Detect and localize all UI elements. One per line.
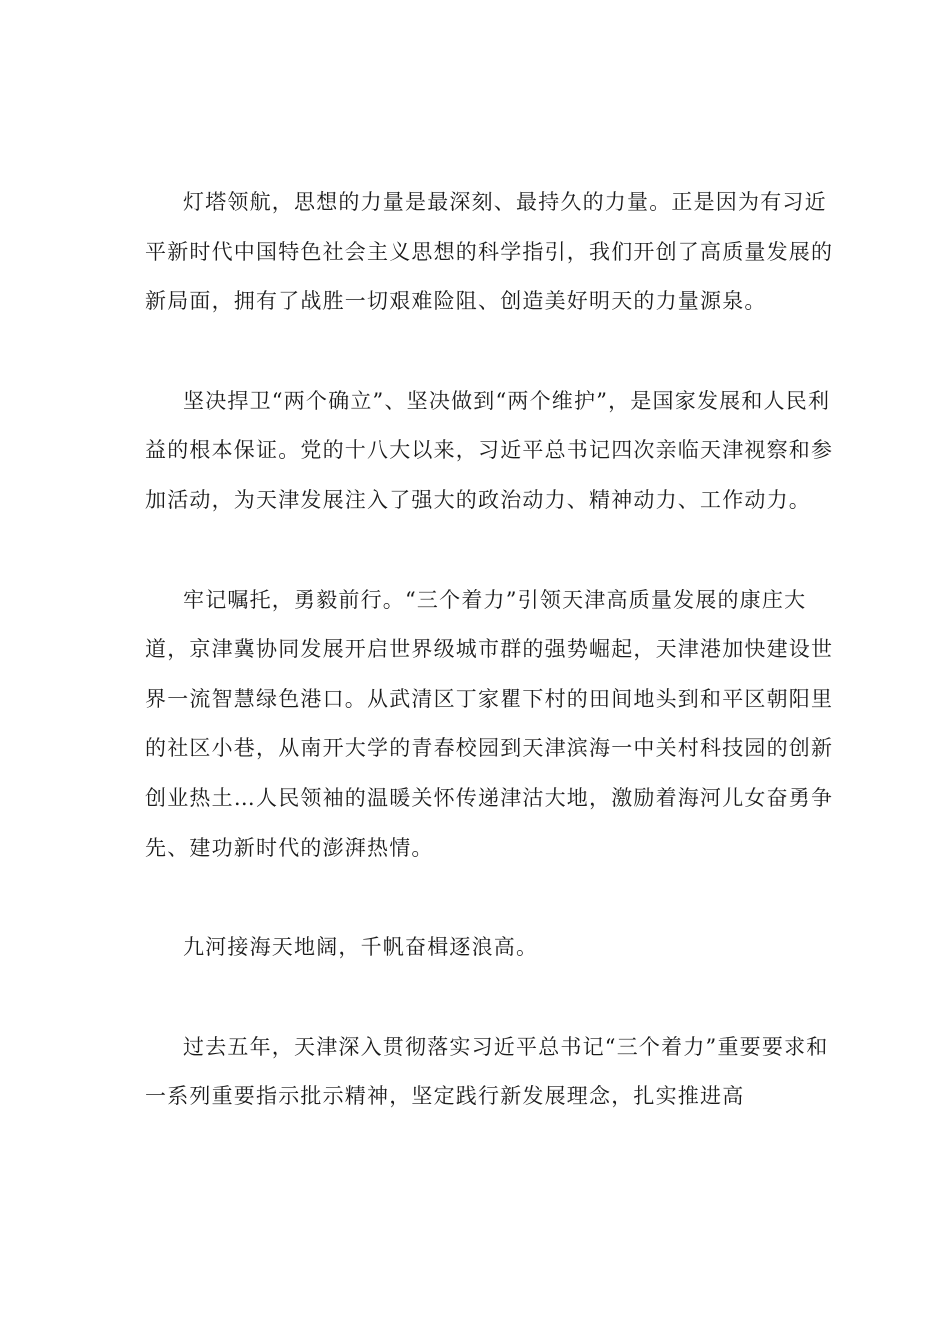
paragraph-4: 九河接海天地阔，千帆奋楫逐浪高。 (183, 935, 539, 960)
paragraph-3: 牢记嘱托，勇毅前行。“三个着力”引领天津高质量发展的康庄大道，京津冀协同发展开启世界级城市群的强势崛起，天津港加快建设世界一流智慧绿色港口。从武清区丁家瞿下村的田间地头到和平区朝阳里的社区小巷，从南开大学的青春校园到天津滨海一中关村科技园的创新创业热土…人民领袖的温暖关怀传递津沽大地，激励着海河儿女奋勇争先、建功新时代的澎湃热情。 (145, 587, 834, 860)
paragraph-spacer (145, 973, 835, 1023)
paragraph-spacer (145, 526, 835, 576)
paragraph-2: 坚决捍卫“两个确立”、坚决做到“两个维护”，是国家发展和人民利益的根本保证。党的十八大以来，习近平总书记四次亲临天津视察和参加活动，为天津发展注入了强大的政治动力、精神动力、工作动力。 (145, 388, 834, 512)
paragraph-spacer (145, 873, 835, 923)
paragraph-1: 灯塔领航，思想的力量是最深刻、最持久的力量。正是因为有习近平新时代中国特色社会主义思想的科学指引，我们开创了高质量发展的新局面，拥有了战胜一切艰难险阻、创造美好明天的力量源泉。 (145, 190, 834, 314)
paragraph-5: 过去五年，天津深入贯彻落实习近平总书记“三个着力”重要要求和一系列重要指示批示精神，坚定践行新发展理念，扎实推进高 (145, 1034, 829, 1109)
paragraph-spacer (145, 327, 835, 377)
document-body (145, 178, 835, 1122)
